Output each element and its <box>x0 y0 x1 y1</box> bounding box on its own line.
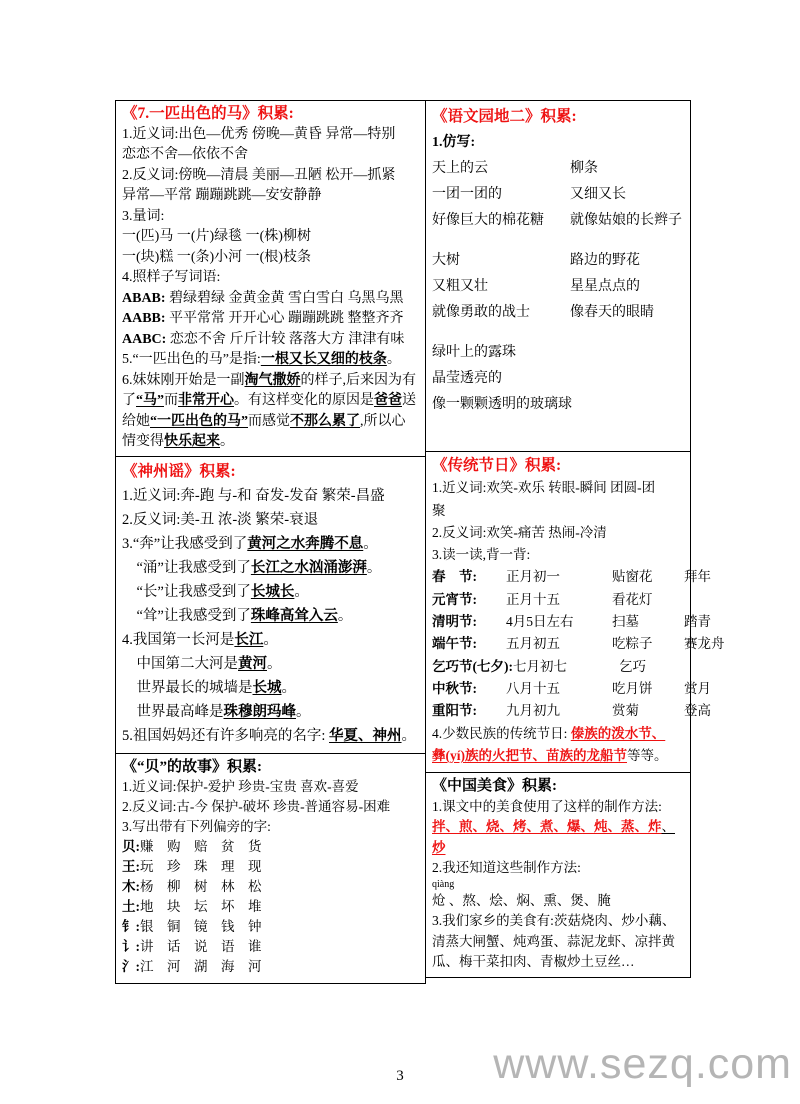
text-run: 长江之水汹涌澎湃 <box>250 560 367 576</box>
text-run: 3.写出带有下列偏旁的字: <box>122 819 271 834</box>
text-run: 恋恋不舍—依依不舍 <box>122 147 248 162</box>
text-line <box>122 145 419 166</box>
text-line <box>432 366 684 392</box>
text-run: 给她 <box>122 413 150 429</box>
section-body <box>122 484 419 748</box>
text-run: 。 <box>363 536 378 552</box>
text-run: 非常开心 <box>178 393 234 408</box>
text-run: 情变得 <box>122 434 164 449</box>
two-column-line <box>432 300 684 326</box>
text-line <box>122 628 419 652</box>
text-line <box>432 723 684 745</box>
festival-detail: 看花灯 <box>612 591 653 607</box>
text-line <box>432 130 684 156</box>
text-run: 2.我还知道这些制作方法: <box>432 860 581 875</box>
text-line <box>122 797 419 817</box>
text-run: 一(匹)马 一(片)绿毯 一(株)柳树 <box>122 229 311 244</box>
festival-detail: 七月初七 <box>513 658 567 674</box>
text-line <box>122 937 419 957</box>
text-run: 杨 柳 树 林 松 <box>140 879 262 894</box>
text-run: 不那么累了 <box>290 413 360 429</box>
text-run: 讠: <box>122 939 140 954</box>
text-run: 土: <box>122 899 140 914</box>
column-text: 就像姑娘的长辫子 <box>570 213 682 228</box>
festival-detail: 拜年 <box>684 569 711 585</box>
text-run: 5.祖国妈妈还有许多响亮的名字: <box>122 728 330 744</box>
text-run: 。有这样变化的原因是 <box>234 393 374 408</box>
text-run: 氵: <box>122 959 140 974</box>
text-line <box>122 125 419 146</box>
text-line <box>432 858 684 879</box>
text-run: 。 <box>263 632 278 648</box>
text-run: 了 <box>122 393 136 408</box>
column-text: 星星点点的 <box>570 279 640 294</box>
festival-name: 春 节: <box>432 569 477 585</box>
column-text: 又粗又壮 <box>432 279 488 294</box>
text-line <box>122 166 419 187</box>
festival-detail: 正月初一 <box>506 569 560 585</box>
text-run: 绿叶上的露珠 <box>432 345 516 360</box>
text-line <box>122 957 419 977</box>
festival-name: 乞巧节(七夕): <box>432 658 513 674</box>
column-text: 一团一团的 <box>432 187 502 202</box>
section-body <box>122 125 419 453</box>
text-run: 瓜、梅干菜扣肉、青椒炒土豆丝… <box>432 954 635 969</box>
text-line <box>122 227 419 248</box>
column-text: 像春天的眼睛 <box>570 305 654 320</box>
section-shenzhou-ballad <box>115 456 426 754</box>
two-column-line <box>432 248 684 274</box>
pinyin-annotation: qiàng <box>432 878 455 890</box>
section-title: 《语文园地二》积累: <box>432 108 577 125</box>
text-line <box>432 891 684 912</box>
section-garden-two <box>425 100 691 452</box>
text-run: 。 <box>401 728 417 744</box>
text-line <box>122 817 419 837</box>
text-run: 3.我们家乡的美食有:茨菇烧肉、炒小藕、 <box>432 913 676 928</box>
festival-detail: 八月十五 <box>506 680 560 696</box>
festival-detail: 赛龙舟 <box>684 636 725 652</box>
section-bei-story <box>115 753 426 984</box>
festival-detail: 踏青 <box>684 614 711 630</box>
text-run: ABAB: <box>122 290 166 306</box>
text-run: “耸”让我感受到了 <box>122 608 251 624</box>
section-title: 《7.一匹出色的马》积累: <box>122 105 294 122</box>
text-run: 一(块)糕 一(条)小河 一(根)枝条 <box>122 249 311 265</box>
text-line <box>122 777 419 797</box>
text-line <box>122 371 419 392</box>
section-title: 《传统节日》积累: <box>432 457 562 474</box>
text-line <box>122 604 419 628</box>
text-line <box>432 797 684 818</box>
text-line <box>122 484 419 508</box>
text-run: 地 块 坛 坏 堆 <box>140 899 262 914</box>
section-horse-lesson <box>115 100 426 457</box>
text-line <box>432 392 684 418</box>
text-run: 1.近义词:保护-爱护 珍贵-宝贵 喜欢-喜爱 <box>122 779 359 794</box>
column-text: 路边的野花 <box>570 253 640 268</box>
text-run: 像一颗颗透明的玻璃球 <box>432 397 572 412</box>
text-line <box>432 911 684 932</box>
text-run: AABB: <box>122 311 166 326</box>
section-body <box>432 477 725 767</box>
festival-detail: 赏菊 <box>612 703 639 719</box>
text-run: 4.照样子写词语: <box>122 270 221 285</box>
festival-detail: 扫墓 <box>612 614 639 630</box>
two-column-line <box>432 208 684 234</box>
text-line <box>122 412 419 433</box>
text-run: “长”让我感受到了 <box>122 584 251 600</box>
text-run: 珠峰高耸入云 <box>250 608 338 624</box>
text-line <box>122 580 419 604</box>
text-line <box>122 508 419 532</box>
watermark: www.sezq.com <box>493 1040 792 1088</box>
highlighted-text: 彝(yí)族的火把节、苗族的龙船节 <box>432 747 627 763</box>
festival-detail: 登高 <box>684 703 711 719</box>
column-text: 又细又长 <box>570 187 626 202</box>
text-run: 异常—平常 蹦蹦跳跳—安安静静 <box>122 188 322 203</box>
text-run: 3.读一读,背一背: <box>432 547 531 563</box>
text-run: 碧绿碧绿 金黄金黄 雪白雪白 乌黑乌黑 <box>165 290 404 306</box>
text-run: 1.近义词:出色—优秀 傍晚—黄昏 异常—特别 <box>122 126 396 142</box>
text-run: 聚 <box>432 502 446 518</box>
text-run: 。 <box>337 608 353 624</box>
column-text: 天上的云 <box>432 161 488 176</box>
text-line <box>122 289 419 310</box>
text-run: 1.近义词:奔-跑 与-和 奋发-发奋 繁荣-昌盛 <box>122 488 385 504</box>
text-line <box>432 952 684 973</box>
text-run: 2.反义词:欢笑-痛苦 热闹-冷清 <box>432 524 607 540</box>
text-run: 4.少数民族的传统节日: <box>432 725 571 741</box>
text-run: 华夏、神州 <box>329 728 402 744</box>
two-column-line <box>432 156 684 182</box>
text-line <box>122 248 419 269</box>
festival-detail: 五月初五 <box>506 636 560 652</box>
text-line <box>432 522 684 544</box>
text-run: 晶莹透亮的 <box>432 371 502 386</box>
section-title: 《中国美食》积累: <box>432 778 557 794</box>
text-run: 世界最高峰是 <box>122 704 224 720</box>
text-run: 快乐起来 <box>164 434 220 449</box>
text-run: 2.反义词:古-今 保护-破坏 珍贵-普通容易-困难 <box>122 799 391 814</box>
text-run: 等等。 <box>627 747 668 763</box>
text-line <box>122 268 419 289</box>
festival-detail: 赏月 <box>684 680 711 696</box>
text-run: 。 <box>281 680 296 696</box>
text-run: 王: <box>122 859 140 874</box>
festival-row <box>432 633 725 655</box>
text-run: 一根又长又细的枝条 <box>260 352 387 367</box>
festival-row <box>432 656 684 678</box>
text-line <box>122 724 419 748</box>
text-line <box>122 309 419 330</box>
text-run: 4.我国第一长河是 <box>122 632 235 648</box>
festival-detail: 4月5日左右 <box>506 614 574 630</box>
text-run: 黄河之水奔腾不息 <box>247 536 364 552</box>
column-text: 好像巨大的棉花糖 <box>432 213 544 228</box>
two-column-line <box>432 274 684 300</box>
text-run: 。 <box>386 352 401 367</box>
text-run: 赚 购 赔 贫 货 <box>140 839 262 854</box>
text-run: ,所以心 <box>360 413 406 429</box>
text-run: 木: <box>122 879 140 894</box>
festival-detail: 吃月饼 <box>612 680 653 696</box>
text-line <box>432 932 684 953</box>
festival-row <box>432 589 684 611</box>
text-line <box>122 837 419 857</box>
text-line <box>432 745 684 767</box>
text-run: “涌”让我感受到了 <box>122 560 251 576</box>
festival-name: 元宵节: <box>432 591 477 607</box>
text-line <box>122 857 419 877</box>
text-run: 而感觉 <box>248 413 290 429</box>
text-line <box>122 700 419 724</box>
highlighted-text: 拌、煎、烧、烤、煮、爆、炖、蒸、炸 <box>432 819 662 834</box>
text-run: 2.反义词:美-丑 浓-淡 繁荣-衰退 <box>122 512 319 528</box>
text-run: 的样子,后来因为有 <box>300 372 416 388</box>
text-line <box>122 877 419 897</box>
text-line <box>122 532 419 556</box>
text-run: 2.反义词:傍晚—清晨 美丽—丑陋 松开—抓紧 <box>122 167 396 183</box>
festival-name: 中秋节: <box>432 680 477 696</box>
festival-detail: 吃粽子 <box>612 636 653 652</box>
text-run: 。 <box>296 704 311 720</box>
festival-detail: 乞巧 <box>619 658 646 674</box>
highlighted-text: 炒 <box>432 839 446 855</box>
text-run: 讲 话 说 语 谁 <box>140 939 262 954</box>
section-traditional-festivals <box>425 451 725 773</box>
page-number: 3 <box>396 1068 404 1084</box>
festival-row <box>432 700 711 722</box>
text-run: 长城 <box>252 680 282 696</box>
text-line <box>122 207 419 228</box>
text-run: 3.量词: <box>122 208 165 224</box>
text-line <box>432 340 684 366</box>
highlighted-text: 傣族的泼水节、 <box>570 725 666 741</box>
text-run: 长江 <box>234 632 264 648</box>
text-run: “马” <box>136 393 164 408</box>
text-run: 淘气撒娇 <box>244 372 301 388</box>
text-run: 长城长 <box>250 584 295 600</box>
festival-detail: 九月初九 <box>506 703 560 719</box>
text-line <box>432 838 684 859</box>
text-run: 。 <box>294 584 309 600</box>
text-line <box>432 500 684 522</box>
text-line <box>122 676 419 700</box>
text-run: 3.“奔”让我感受到了 <box>122 536 248 552</box>
column-text: 柳条 <box>570 161 598 176</box>
text-line <box>122 652 419 676</box>
section-title: 《“贝”的故事》积累: <box>122 759 262 775</box>
text-run: 1.仿写: <box>432 135 476 150</box>
section-body <box>432 130 684 418</box>
column-text: 大树 <box>432 253 460 268</box>
column-text: 就像勇敢的战士 <box>432 305 530 320</box>
text-run: 平平常常 开开心心 蹦蹦跳跳 整整齐齐 <box>165 311 404 326</box>
text-run: 1.近义词:欢笑-欢乐 转眼-瞬间 团圆-团 <box>432 480 656 496</box>
text-run: 恋恋不舍 斤斤计较 落落大方 津津有味 <box>166 331 405 347</box>
text-run: 爸爸 <box>374 393 402 408</box>
text-run: 钅: <box>122 919 140 934</box>
text-run: 。 <box>267 656 282 672</box>
text-run: 银 铜 镜 钱 钟 <box>140 919 262 934</box>
text-line <box>122 186 419 207</box>
festival-name: 重阳节: <box>432 703 477 719</box>
text-run: 6.妹妹刚开始是一副 <box>122 372 245 388</box>
festival-detail: 贴窗花 <box>612 569 653 585</box>
section-body <box>432 797 684 973</box>
section-body <box>122 777 419 977</box>
festival-row <box>432 678 711 700</box>
text-line <box>122 391 419 412</box>
text-run: 黄河 <box>238 656 267 672</box>
text-run: 5.“一匹出色的马”是指: <box>122 352 261 367</box>
festival-detail: 正月十五 <box>506 591 560 607</box>
festival-row <box>432 566 711 588</box>
text-run: 。 <box>366 560 382 576</box>
text-run: 贝: <box>122 839 140 854</box>
text-line <box>122 556 419 580</box>
text-run: 1.课文中的美食使用了这样的制作方法: <box>432 798 662 814</box>
text-line <box>432 817 684 838</box>
text-run: 中国第二大河是 <box>122 656 238 672</box>
text-line <box>122 350 419 371</box>
festival-name: 清明节: <box>432 614 477 630</box>
text-run: “一匹出色的马” <box>150 413 248 429</box>
text-line <box>122 330 419 351</box>
text-line <box>432 477 684 499</box>
text-run: 炝 、熬、烩、焖、熏、煲、腌 <box>432 892 611 908</box>
text-run: 清蒸大闸蟹、炖鸡蛋、蒜泥龙虾、凉拌黄 <box>432 933 675 949</box>
text-run: 珠穆朗玛峰 <box>223 704 296 720</box>
two-column-line <box>432 182 684 208</box>
section-title: 《神州谣》积累: <box>122 463 236 480</box>
blank-line <box>432 326 684 340</box>
festival-row <box>432 611 711 633</box>
text-line <box>122 432 419 453</box>
text-run: 。 <box>220 434 234 449</box>
festival-name: 端午节: <box>432 636 477 652</box>
text-run: 玩 珍 珠 理 现 <box>140 859 262 874</box>
section-chinese-food <box>425 772 691 978</box>
text-line <box>122 917 419 937</box>
text-run: 送 <box>402 393 416 408</box>
text-run: 世界最长的城墙是 <box>122 680 253 696</box>
blank-line <box>432 234 684 248</box>
text-line <box>432 544 684 566</box>
text-run: 、 <box>661 819 675 834</box>
text-run: 而 <box>164 393 178 408</box>
text-line <box>122 897 419 917</box>
text-run: AABC: <box>122 331 167 347</box>
text-run: 江 河 湖 海 河 <box>140 959 262 974</box>
